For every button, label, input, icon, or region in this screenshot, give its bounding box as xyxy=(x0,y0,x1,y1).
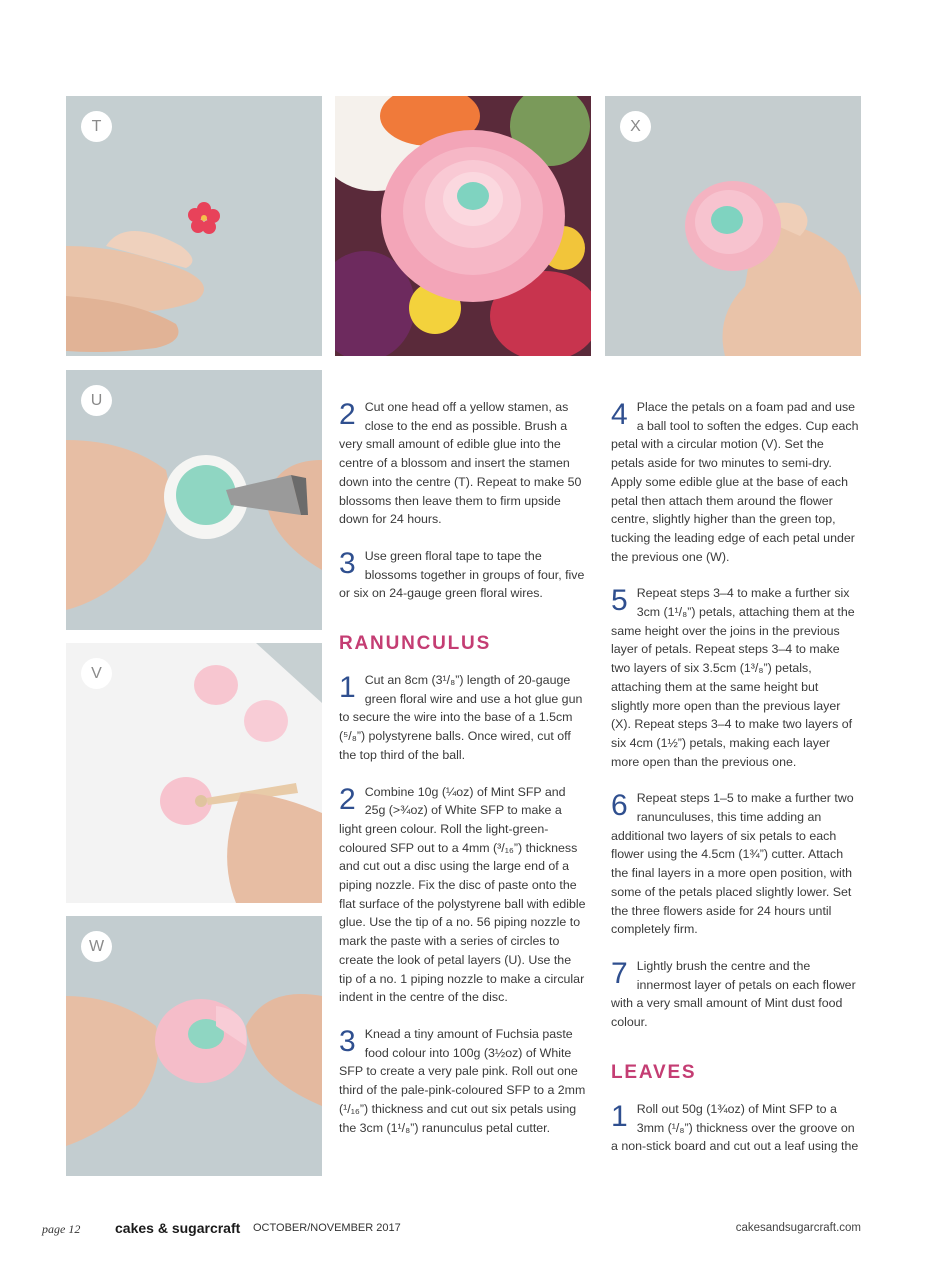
step-text: Lightly brush the centre and the innermost layer of petals on each flower with a very small amount of Mint dust food colour. xyxy=(611,958,856,1030)
step-1-wire xyxy=(339,671,587,765)
step-number: 6 xyxy=(611,789,628,823)
step-number: 2 xyxy=(339,782,356,816)
step-number: 5 xyxy=(611,584,628,618)
step-number: 4 xyxy=(611,398,628,431)
step-text: Cut one head off a yellow stamen, as close to the end as possible. Brush a very small amount of edible glue into the centre of a blossom and insert the stamen down into the centre (T). Repeat to make 50 blossoms then leave them to firm upside down for 24 hours. xyxy=(339,400,582,527)
photo-u xyxy=(66,370,322,630)
issue-date: OCTOBER/NOVEMBER 2017 xyxy=(253,1222,401,1234)
step-text: Repeat steps 1–5 to make a further two ranunculuses, this time adding an additional two layers of six petals to each flower using the 4.5cm (1¾”) cutter. Attach the final layers in a more open position, with some of the petals placed slightly lower. Set the three flowers aside for 24 hours until completely firm. xyxy=(611,791,854,937)
step-number: 1 xyxy=(611,1099,628,1133)
photo-x xyxy=(605,96,861,356)
step-7-dust xyxy=(611,957,859,1032)
step-5-layers xyxy=(611,584,859,771)
step-2-stamen xyxy=(339,398,587,529)
photo-v xyxy=(66,643,322,903)
ranunculus-bouquet-image xyxy=(335,96,591,356)
photo-ranunculus-bouquet xyxy=(335,96,591,356)
step-number: 3 xyxy=(339,546,356,580)
magazine-brand: cakes & sugarcraft xyxy=(115,1220,241,1236)
website-link[interactable]: cakesandsugarcraft.com xyxy=(735,1222,861,1234)
step-text: Repeat steps 3–4 to make a further six 3cm (1¹/₈”) petals, attaching them at the same height over the joins in the previous layer of petals. Repeat steps 3–4 to make two layers of six 3.5cm (1³/₈”) petals, attaching them at the same height but slightly more open than the previous layer (X). Repeat steps 3–4 to make two layers of six 4cm (1½”) petals, making each layer more open than the previous one. xyxy=(611,586,855,769)
step-text: Roll out 50g (1¾oz) of Mint SFP to a 3mm (¹/₈”) thickness over the groove on a non-stick board and cut out a leaf using the xyxy=(611,1101,859,1154)
step-2-disc xyxy=(339,783,587,1007)
page-number: page 12 xyxy=(42,1222,81,1236)
photo-label-badge: W xyxy=(81,931,112,962)
section-heading-leaves: LEAVES xyxy=(611,1061,697,1083)
step-6-further xyxy=(611,789,859,939)
step-text: Use green floral tape to tape the blossoms together in groups of four, five or six on 24-gauge green floral wires. xyxy=(339,548,585,601)
photo-w xyxy=(66,916,322,1176)
right-column xyxy=(611,398,859,1156)
step-text: Combine 10g (¼oz) of Mint SFP and 25g (>¾oz) of White SFP to make a light green colour. Roll the light-green-coloured SFP out to a 4mm (³/₁₆”) thickness and cut out a disc using the large end of a piping nozzle. Fix the disc of paste onto the flat surface of the polystyrene ball with edible glue. Use the tip of a no. 56 piping nozzle to mark the paste with a series of circles to create the look of petal layers (U). Use the tip of a no. 1 piping nozzle to make a circular indent in the centre of the disc. xyxy=(339,784,586,1005)
step-number: 1 xyxy=(339,671,356,705)
photo-t xyxy=(66,96,322,356)
photo-label-badge: V xyxy=(81,658,112,689)
photo-label-badge: T xyxy=(81,111,112,142)
step-3-petals xyxy=(339,1025,587,1137)
middle-column xyxy=(339,398,587,1137)
photo-label-badge: X xyxy=(620,111,651,142)
step-number: 3 xyxy=(339,1024,356,1058)
step-text: Knead a tiny amount of Fuchsia paste food colour into 100g (3½oz) of White SFP to create a very pale pink. Roll out one third of the pale-pink-coloured SFP to a 2mm (¹/₁₆”) thickness and cut out six petals using the 3cm (1¹/₈”) ranunculus petal cutter. xyxy=(339,1026,586,1135)
step-text: Place the petals on a foam pad and use a ball tool to soften the edges. Cup each petal with a circular motion (V). Set the petals aside for two minutes to semi-dry. Apply some edible glue at the base of each petal then attach them around the flower centre, slightly higher than the green top, tucking the leading edge of each petal under the previous one (W). xyxy=(611,400,859,564)
photo-label-badge: U xyxy=(81,385,112,416)
step-3-tape xyxy=(339,547,587,603)
step-text: Cut an 8cm (3¹/₈”) length of 20-gauge green floral wire and use a hot glue gun to secure the wire into the base of a 1.5cm (⁵/₈”) polystyrene balls. Once wired, cut off the top third of the ball. xyxy=(339,673,583,762)
section-heading-ranunculus: RANUNCULUS xyxy=(339,633,492,655)
step-number: 2 xyxy=(339,398,356,431)
step-number: 7 xyxy=(611,956,628,990)
step-4-cup-petals xyxy=(611,398,859,566)
step-1-leaf xyxy=(611,1100,859,1156)
